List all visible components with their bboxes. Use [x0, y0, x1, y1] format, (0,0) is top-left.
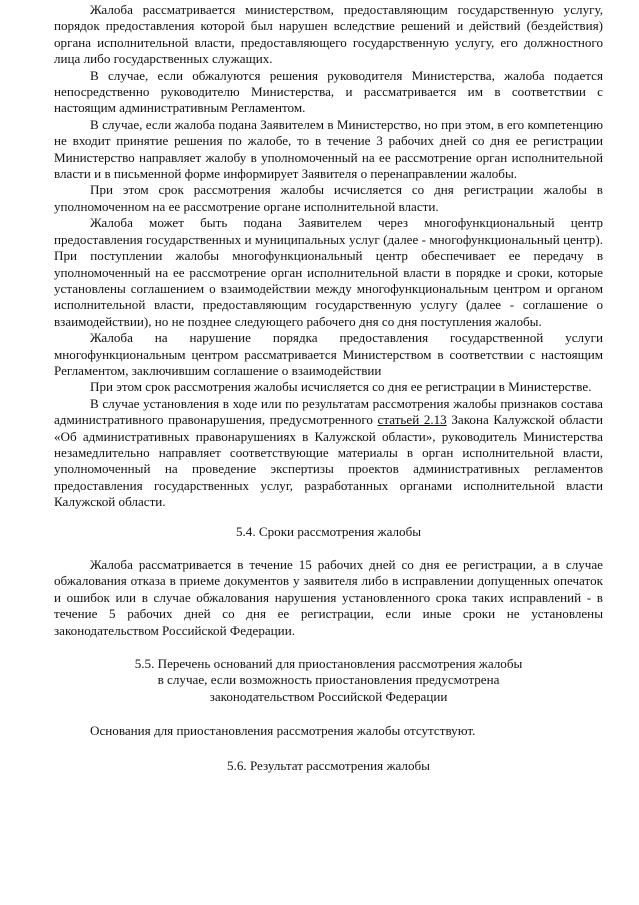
paragraph-admin-offense-part2: Закона Калужской области «Об административных правонарушениях в Калужской области», руководитель Министерства незамедлительно направляет соответствующие материалы в орган исполнительной власти, уполномоченный на проведение экспертизы проектов административных регламентов предоставления государственных услуг, разработанных органами исполнительной власти Калужской области.	[54, 412, 603, 510]
paragraph-redirect: В случае, если жалоба подана Заявителем в Министерство, но при этом, в его компетенцию не входит принятие решения по жалобе, то в течение 3 рабочих дней со дня ее регистрации Министерство направляет жалобу в уполномоченный на ее рассмотрение орган исполнительной власти и в письменной форме информирует Заявителя о перенаправлении жалобы.	[54, 116, 603, 182]
heading-section-5-5-line2: в случае, если возможность приостановления предусмотрена	[157, 672, 500, 688]
paragraph-admin-offense	[54, 396, 603, 511]
heading-section-5-5-line1: 5.5. Перечень оснований для приостановления рассмотрения жалобы	[134, 656, 523, 672]
paragraph-term-start: При этом срок рассмотрения жалобы исчисляется со дня регистрации жалобы в уполномоченном на ее рассмотрение органе исполнительной власти.	[54, 182, 603, 214]
heading-section-5-4: 5.4. Сроки рассмотрения жалобы	[235, 523, 422, 539]
paragraph-mfc-violation: Жалоба на нарушение порядка предоставления государственной услуги многофункциональным центром рассматривается Министерством в соответствии с настоящим Регламентом, заключившим соглашение о взаимодействии	[54, 330, 603, 378]
paragraph-admin-offense-part1: В случае установления в ходе или по результатам рассмотрения жалобы признаков состава административного правонарушения, предусмотренного	[54, 395, 603, 428]
paragraph-no-suspension: Основания для приостановления рассмотрения жалобы отсутствуют.	[90, 723, 476, 739]
heading-section-5-5-line3: законодательством Российской Федерации	[209, 688, 448, 704]
heading-section-5-6: 5.6. Результат рассмотрения жалобы	[227, 757, 430, 773]
paragraph-ministry-term: При этом срок рассмотрения жалобы исчисляется со дня ее регистрации в Министерстве.	[90, 379, 592, 395]
paragraph-review-period: Жалоба рассматривается в течение 15 рабочих дней со дня ее регистрации, а в случае обжалования отказа в приеме документов у заявителя либо в исправлении допущенных опечаток и ошибок или в случае обжалования нарушения установленного срока таких исправлений - в течение 5 рабочих дней со дня ее регистрации, если иные сроки не установлены законодательством Российской Федерации.	[54, 557, 603, 638]
article-link[interactable]: статьей 2.13	[377, 412, 447, 428]
paragraph-head-appeal: В случае, если обжалуются решения руководителя Министерства, жалоба подается непосредственно руководителю Министерства, и рассматривается им в соответствии с настоящим административным Регламентом.	[54, 67, 603, 116]
paragraph-mfc-submission: Жалоба может быть подана Заявителем через многофункциональный центр предоставления государственных и муниципальных услуг (далее - многофункциональный центр). При поступлении жалобы многофункциональный центр обеспечивает ее передачу в уполномоченный на ее рассмотрение орган исполнительной власти в порядке и сроки, которые установлены соглашением о взаимодействии между многофункциональным центром и органом исполнительной власти, предоставляющим государственную услугу (далее - соглашение о взаимодействии), но не позднее следующего рабочего дня со дня поступления жалобы.	[54, 215, 603, 329]
paragraph-ministry-review: Жалоба рассматривается министерством, предоставляющим государственную услугу, порядок предоставления которой был нарушен вследствие решений и действий (бездействия) органа исполнительной власти, предоставляющего государственную услугу, его должностного лица либо государственных служащих.	[54, 2, 603, 67]
